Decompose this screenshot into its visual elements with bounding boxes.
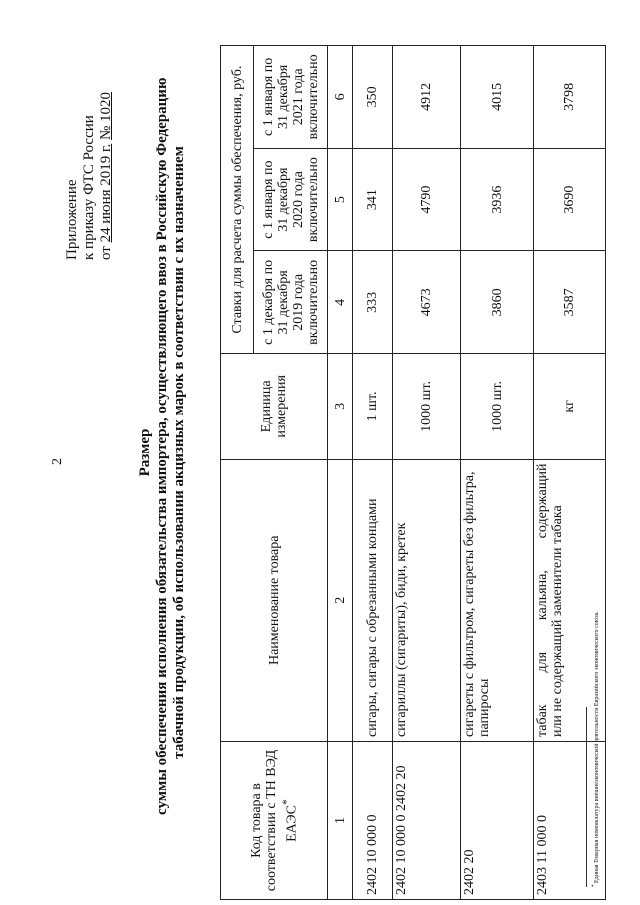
appendix-date: 24 июня 2019 г. <box>98 143 114 243</box>
cell-rate-2020: 4790 <box>393 148 461 251</box>
cell-rate-2020: 3936 <box>461 148 534 251</box>
document-title <box>137 77 188 815</box>
cell-name: сигариллы (сигариты), биди, кретек <box>393 459 461 742</box>
header-code: Код товара в соответствии с ТН ВЭД ЕАЭС* <box>221 742 328 900</box>
header-unit: Единица измерения <box>221 354 328 459</box>
cell-code: 2402 10 000 0 2402 20 <box>393 742 461 900</box>
header-period-2020: с 1 января по 31 декабря 2020 года включительно <box>254 148 328 251</box>
header-period-2021: с 1 января по 31 декабря 2021 года включительно <box>254 46 328 149</box>
appendix-line2: к приказу ФТС России <box>81 115 97 260</box>
cell-rate-2021: 4912 <box>393 46 461 149</box>
cell-code: 2402 10 000 0 <box>353 742 393 900</box>
cell-name: сигары, сигары с обрезанными концами <box>353 459 393 742</box>
table-header-row <box>221 46 254 900</box>
cell-rate-2021: 3798 <box>534 46 606 149</box>
footnote <box>592 611 600 887</box>
header-name: Наименование товара <box>221 459 328 742</box>
cell-rate-2019: 3860 <box>461 251 534 354</box>
cell-name-line1: табак для кальяна, содержащий <box>535 463 550 738</box>
table-row <box>393 46 461 900</box>
rates-table <box>220 45 606 900</box>
title-line2: суммы обеспечения исполнения обязательства импортера, осуществляющего ввоз в Российскую Федерацию <box>154 77 170 815</box>
appendix-number: № 1020 <box>98 91 114 141</box>
appendix-prefix: от <box>98 246 114 260</box>
cell-unit: 1000 шт. <box>393 354 461 459</box>
cell-rate-2020: 3690 <box>534 148 606 251</box>
cell-code: 2402 20 <box>461 742 534 900</box>
header-period-2019: с 1 декабря по 31 декабря 2019 года включительно <box>254 251 328 354</box>
footnote-mark: * <box>592 884 597 887</box>
cell-rate-2021: 4015 <box>461 46 534 149</box>
column-number: 6 <box>328 46 353 149</box>
column-number: 2 <box>328 459 353 742</box>
cell-unit: кг <box>534 354 606 459</box>
page-number: 2 <box>50 458 65 465</box>
cell-name: сигареты с фильтром, сигареты без фильтра, папиросы <box>461 459 534 742</box>
header-rates: Ставки для расчета суммы обеспечения, руб. <box>221 46 254 354</box>
cell-unit: 1 шт. <box>353 354 393 459</box>
cell-rate-2019: 4673 <box>393 251 461 354</box>
column-number-row <box>328 46 353 900</box>
footnote-text: Единая Товарная номенклатура внешнеэкономической деятельности Евразийского экономического союза. <box>594 611 600 883</box>
table-row <box>353 46 393 900</box>
cell-rate-2021: 350 <box>353 46 393 149</box>
appendix-line1: Приложение <box>64 179 80 260</box>
cell-rate-2019: 333 <box>353 251 393 354</box>
appendix-block <box>64 92 115 260</box>
column-number: 1 <box>328 742 353 900</box>
cell-unit: 1000 шт. <box>461 354 534 459</box>
cell-name-line2: или не содержащий заменители табака <box>550 505 565 738</box>
cell-code: 2403 11 000 0 <box>534 742 606 900</box>
title-line3: табачной продукции, об использовании акцизных марок в соответствии с их назначением <box>171 146 187 759</box>
appendix-line3 <box>98 92 115 260</box>
cell-rate-2019: 3587 <box>534 251 606 354</box>
column-number: 3 <box>328 354 353 459</box>
column-number: 4 <box>328 251 353 354</box>
cell-rate-2020: 341 <box>353 148 393 251</box>
title-line1: Размер <box>137 428 153 477</box>
footnote-divider <box>586 707 587 887</box>
column-number: 5 <box>328 148 353 251</box>
table-row <box>461 46 534 900</box>
